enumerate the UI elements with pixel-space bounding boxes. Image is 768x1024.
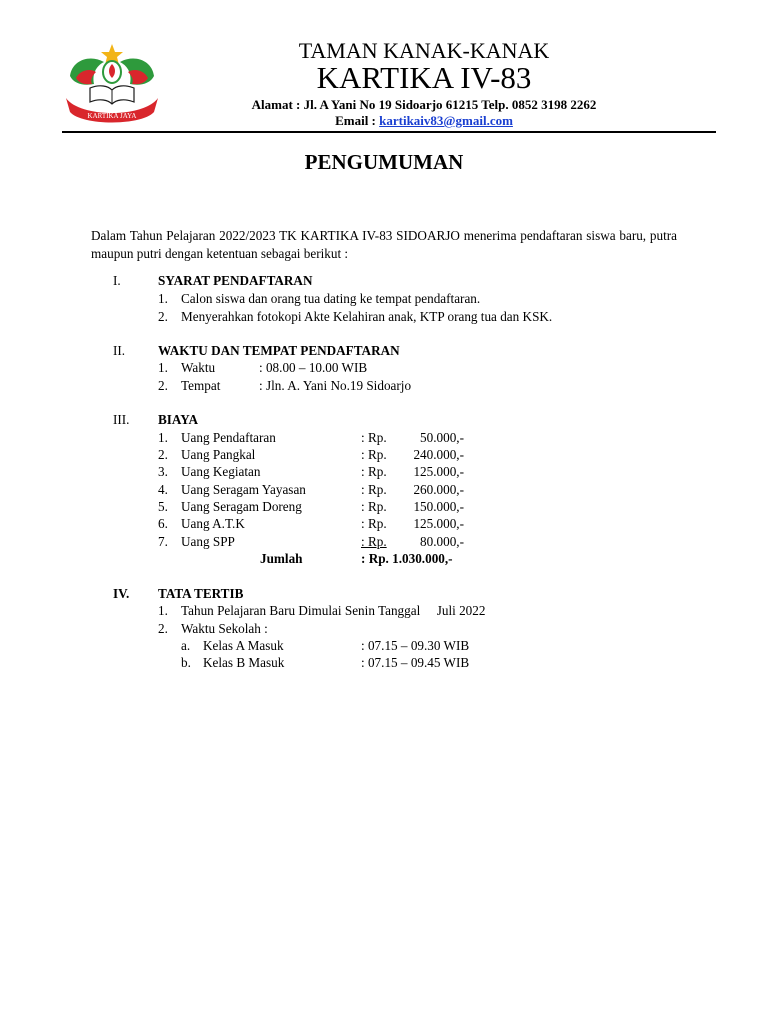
fee-label: Uang Pangkal [181,447,256,462]
sub-list-label: Kelas B Masuk [203,655,285,670]
sub-list-letter: b. [181,655,191,670]
email-link[interactable]: kartikaiv83@gmail.com [379,113,513,128]
fee-amount: 80.000,- [420,534,464,549]
fee-last-row [361,534,464,550]
section-heading: SYARAT PENDAFTARAN [158,273,313,288]
list-number: 1. [158,360,168,375]
email-label: Email : [335,113,376,128]
fee-number: 5. [158,499,168,514]
fee-currency: : Rp. [361,499,387,514]
fee-currency: : Rp. [361,482,387,497]
list-item: Menyerahkan fotokopi Akte Kelahiran anak, KTP orang tua dan KSK. [181,309,553,324]
list-value: : Jln. A. Yani No.19 Sidoarjo [259,378,412,393]
list-label: Waktu [181,360,216,375]
fee-amount: 125.000,- [413,464,464,479]
fee-number: 6. [158,516,168,531]
fee-currency: : Rp. [361,447,387,462]
school-name: KARTIKA IV-83 [316,60,532,95]
fee-amount: 150.000,- [413,499,464,514]
section-number: IV. [113,586,130,601]
list-number: 1. [158,603,168,618]
fee-currency: : Rp. [361,516,387,531]
section-heading: WAKTU DAN TEMPAT PENDAFTARAN [158,343,400,358]
list-item: Waktu Sekolah : [181,621,268,636]
intro-paragraph: Dalam Tahun Pelajaran 2022/2023 TK KARTIKA IV-83 SIDOARJO menerima pendaftaran siswa baru, putra maupun putri dengan ketentuan sebagai berikut : [91,228,677,261]
fee-number: 7. [158,534,168,549]
sub-list-value: : 07.15 – 09.45 WIB [361,655,470,670]
fee-label: Uang Kegiatan [181,464,261,479]
fee-amount: 260.000,- [413,482,464,497]
section-number: I. [113,273,121,288]
fee-label: Uang Seragam Yayasan [181,482,306,497]
section-heading: TATA TERTIB [158,586,244,601]
fee-currency: : Rp. [361,430,387,445]
fee-amount: 240.000,- [413,447,464,462]
list-item: Tahun Pelajaran Baru Dimulai Senin Tanggal Juli 2022 [181,603,486,618]
fee-number: 3. [158,464,168,479]
list-value: : 08.00 – 10.00 WIB [259,360,368,375]
sub-list-label: Kelas A Masuk [203,638,284,653]
list-number: 1. [158,291,168,306]
section-number: II. [113,343,126,358]
list-number: 2. [158,378,168,393]
fee-number: 4. [158,482,168,497]
fee-currency: : Rp. [361,534,387,549]
fee-label: Uang SPP [181,534,235,549]
total-value: : Rp. 1.030.000,- [361,551,453,566]
fee-label: Uang Seragam Doreng [181,499,302,514]
list-label: Tempat [181,378,221,393]
school-address: Alamat : Jl. A Yani No 19 Sidoarjo 61215 Telp. 0852 3198 2262 [251,97,597,112]
fee-number: 2. [158,447,168,462]
section-number: III. [113,412,130,427]
school-email-line [0,113,768,129]
sub-list-value: : 07.15 – 09.30 WIB [361,638,470,653]
logo-text: KARTIKA JAYA [87,112,137,120]
fee-amount: 50.000,- [420,430,464,445]
list-number: 2. [158,621,168,636]
fee-label: Uang Pendaftaran [181,430,276,445]
fee-number: 1. [158,430,168,445]
section-heading: BIAYA [158,412,199,427]
list-item: Calon siswa dan orang tua dating ke tempat pendaftaran. [181,291,481,306]
list-number: 2. [158,309,168,324]
header-divider [62,131,716,133]
total-label: Jumlah [260,551,303,566]
sub-list-letter: a. [181,638,191,653]
fee-currency: : Rp. [361,464,387,479]
fee-amount: 125.000,- [413,516,464,531]
fee-label: Uang A.T.K [181,516,245,531]
school-type: TAMAN KANAK-KANAK [298,38,550,63]
page-title: PENGUMUMAN [304,150,464,174]
